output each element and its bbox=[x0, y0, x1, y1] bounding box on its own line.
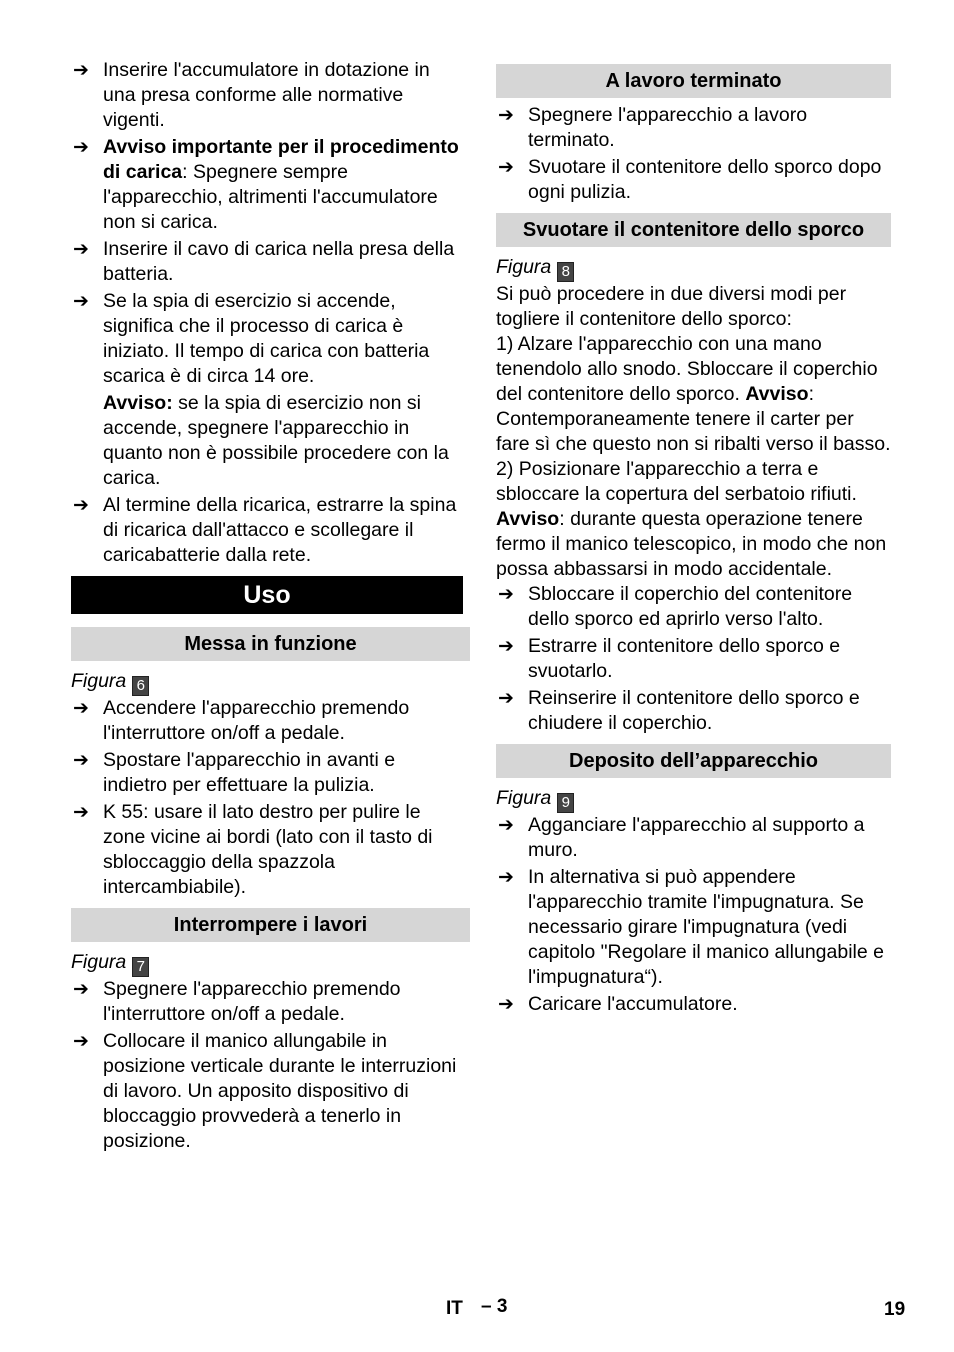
list-item: ➔ Avviso importante per il procedimento di carica: Spegnere sempre l'apparecchio, altrimenti l'accumulatore non si carica. bbox=[73, 136, 459, 233]
list-item: ➔ Reinserire il contenitore dello sporco e chiudere il coperchio. bbox=[498, 687, 860, 734]
arrow-right-icon: ➔ bbox=[498, 815, 514, 836]
list-item: ➔ Agganciare l'apparecchio al supporto a muro. bbox=[498, 814, 865, 861]
arrow-right-icon: ➔ bbox=[73, 698, 89, 719]
list-item: ➔ Spegnere l'apparecchio a lavoro terminato. bbox=[498, 104, 808, 151]
chapter-title: Uso bbox=[71, 576, 463, 614]
arrow-right-icon: ➔ bbox=[73, 979, 89, 1000]
list-item: ➔ Spegnere l'apparecchio premendo l'interruttore on/off a pedale. bbox=[73, 978, 401, 1025]
list-item: ➔ Caricare l'accumulatore. bbox=[498, 993, 738, 1015]
figure-reference: Figura 9 bbox=[496, 786, 891, 813]
arrow-right-icon: ➔ bbox=[73, 495, 89, 516]
arrow-right-icon: ➔ bbox=[498, 584, 514, 605]
arrow-right-icon: ➔ bbox=[73, 137, 89, 158]
figure-number-badge: 8 bbox=[557, 262, 574, 282]
list-item: ➔ Inserire il cavo di carica nella presa della batteria. bbox=[73, 238, 455, 285]
list-item: ➔ Collocare il manico allungabile in posizione verticale durante le interruzioni di lavoro. Un apposito dispositivo di bloccaggio provvederà a tenerlo in posizione. bbox=[73, 1030, 457, 1152]
arrow-right-icon: ➔ bbox=[498, 867, 514, 888]
left-column bbox=[71, 58, 463, 1156]
arrow-right-icon: ➔ bbox=[73, 60, 89, 81]
list-item: ➔ Accendere l'apparecchio premendo l'interruttore on/off a pedale. bbox=[73, 697, 410, 744]
paragraph: 1) Alzare l'apparecchio con una mano tenendolo allo snodo. Sbloccare il coperchio del contenitore dello sporco. Avviso: Contemporaneamente tenere il carter per fare sì che questo non si ribalti verso il basso. bbox=[496, 333, 891, 455]
arrow-right-icon: ➔ bbox=[498, 105, 514, 126]
list-item: ➔ Spostare l'apparecchio in avanti e indietro per effettuare la pulizia. bbox=[73, 749, 396, 796]
figure-reference: Figura 7 bbox=[71, 950, 463, 977]
section-heading-deposito: Deposito dell’apparecchio bbox=[496, 744, 891, 778]
arrow-right-icon: ➔ bbox=[498, 636, 514, 657]
arrow-right-icon: ➔ bbox=[73, 291, 89, 312]
list-item: ➔ Al termine della ricarica, estrarre la spina di ricarica dall'attacco e scollegare il caricabatterie dalla rete. bbox=[73, 494, 457, 566]
list-item: ➔ Estrarre il contenitore dello sporco e svuotarlo. bbox=[498, 635, 841, 682]
list-item: ➔ Se la spia di esercizio si accende, significa che il processo di carica è iniziato. Il tempo di carica con batteria scarica è di circa 14 ore. bbox=[73, 290, 430, 387]
list-item: ➔ Inserire l'accumulatore in dotazione in una presa conforme alle normative vigenti. bbox=[73, 59, 430, 131]
paragraph: 2) Posizionare l'apparecchio a terra e sbloccare la copertura del serbatoio rifiuti. bbox=[496, 458, 857, 505]
note-paragraph: Avviso: se la spia di esercizio non si accende, spegnere l'apparecchio in quanto non è possibile procedere con la carica. bbox=[103, 392, 449, 489]
arrow-right-icon: ➔ bbox=[498, 688, 514, 709]
list-item: ➔ K 55: usare il lato destro per pulire le zone vicine ai bordi (lato con il tasto di sbloccaggio della spazzola intercambiabile). bbox=[73, 801, 433, 898]
footer-language: IT bbox=[446, 1298, 463, 1319]
figure-number-badge: 6 bbox=[132, 676, 149, 696]
figure-reference: Figura 8 bbox=[496, 255, 891, 282]
figure-number-badge: 9 bbox=[557, 793, 574, 813]
arrow-right-icon: ➔ bbox=[73, 1031, 89, 1052]
list-item: ➔ Sbloccare il coperchio del contenitore dello sporco ed aprirlo verso l'alto. bbox=[498, 583, 853, 630]
footer-section-page: – 3 bbox=[481, 1296, 508, 1317]
paragraph: Avviso: durante questa operazione tenere fermo il manico telescopico, in modo che non possa abbassarsi in modo accidentale. bbox=[496, 508, 887, 580]
section-heading-a-lavoro-terminato: A lavoro terminato bbox=[496, 64, 891, 98]
figure-number-badge: 7 bbox=[132, 957, 149, 977]
arrow-right-icon: ➔ bbox=[498, 994, 514, 1015]
paragraph: Si può procedere in due diversi modi per togliere il contenitore dello sporco: bbox=[496, 283, 847, 330]
page-number: 19 bbox=[884, 1299, 906, 1320]
figure-reference: Figura 6 bbox=[71, 669, 463, 696]
section-heading-messa-in-funzione: Messa in funzione bbox=[71, 627, 470, 661]
arrow-right-icon: ➔ bbox=[73, 750, 89, 771]
section-heading-svuotare: Svuotare il contenitore dello sporco bbox=[496, 213, 891, 247]
list-item: ➔ In alternativa si può appendere l'apparecchio tramite l'impugnatura. Se necessario girare l'impugnatura (vedi capitolo "Regolare il manico allungabile e l'impugnatura“). bbox=[498, 866, 884, 988]
arrow-right-icon: ➔ bbox=[73, 239, 89, 260]
list-item: ➔ Svuotare il contenitore dello sporco dopo ogni pulizia. bbox=[498, 156, 882, 203]
right-column bbox=[496, 64, 891, 1019]
section-heading-interrompere: Interrompere i lavori bbox=[71, 908, 470, 942]
arrow-right-icon: ➔ bbox=[73, 802, 89, 823]
arrow-right-icon: ➔ bbox=[498, 157, 514, 178]
